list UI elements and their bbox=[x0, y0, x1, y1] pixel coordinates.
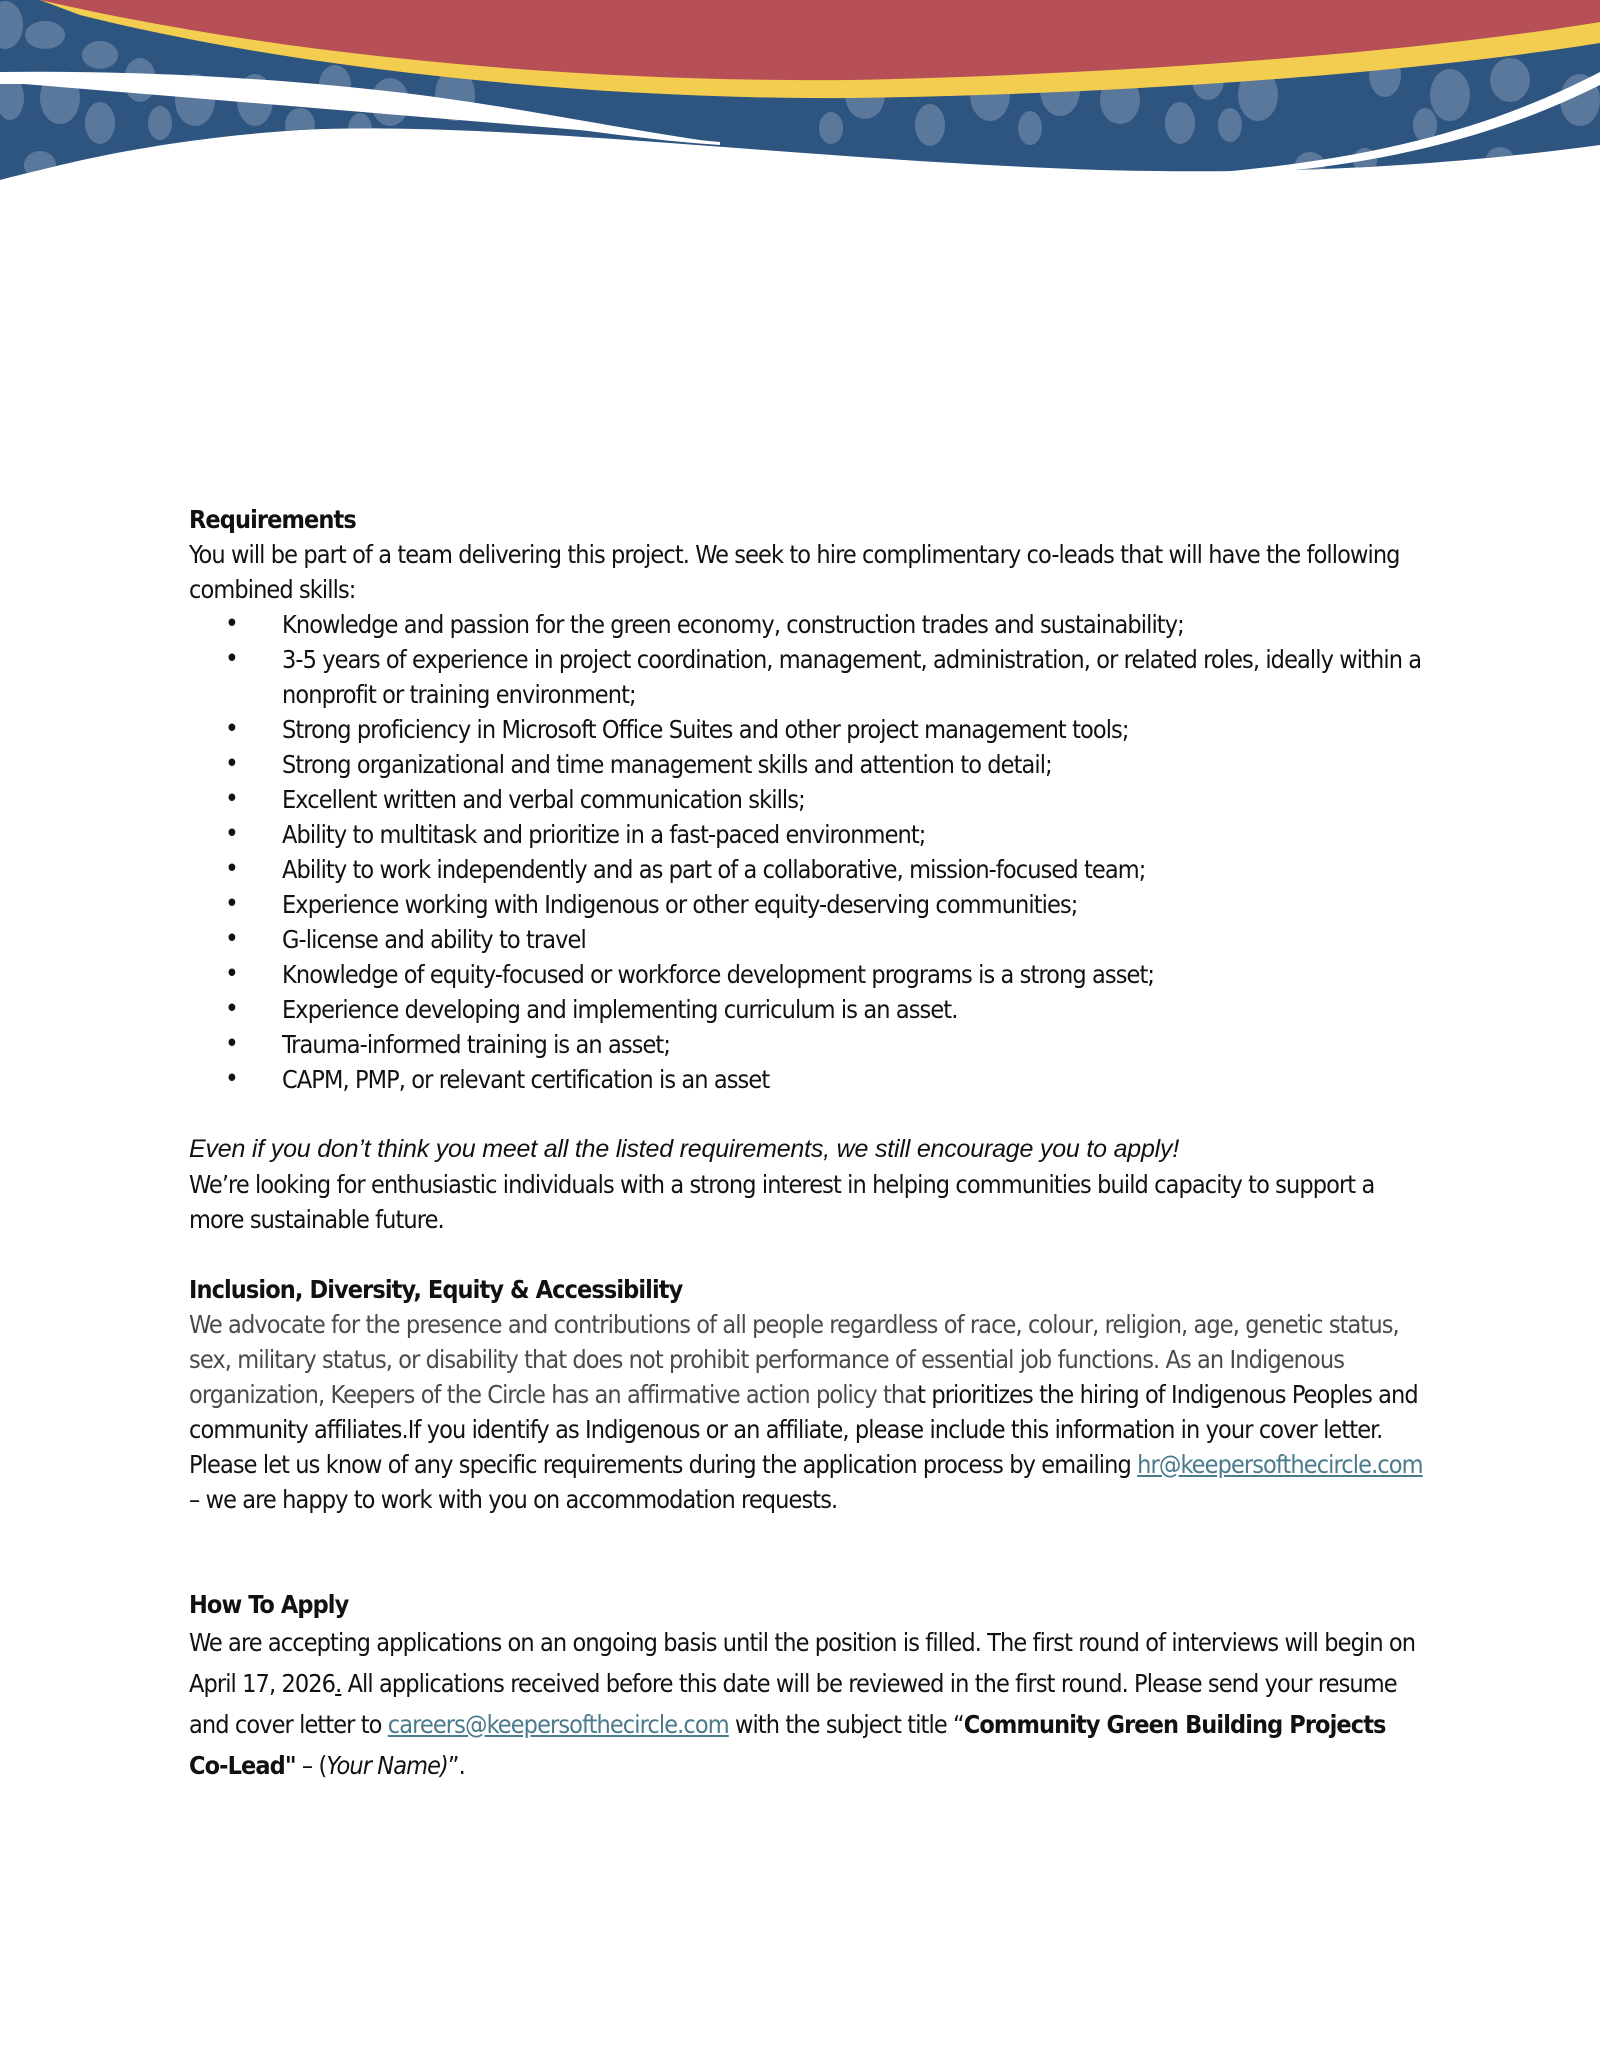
requirements-section bbox=[189, 502, 1429, 1097]
apply-heading: How To Apply bbox=[189, 1590, 349, 1619]
careers-email-link[interactable]: careers@keepersofthecircle.com bbox=[387, 1710, 729, 1739]
list-item: • Strong organizational and time management skills and attention to detail; bbox=[282, 747, 1429, 782]
how-to-apply-section bbox=[189, 1587, 1429, 1786]
subject-title: Community Green Building Projects Co-Lead" bbox=[189, 1710, 1386, 1780]
idea-text-end: – we are happy to work with you on accommodation requests. bbox=[189, 1485, 838, 1514]
requirements-intro: You will be part of a team delivering this project. We seek to hire complimentary co-leads that will have the following combined skills: bbox=[189, 540, 1400, 604]
header-banner bbox=[0, 0, 1600, 200]
idea-text: t prioritizes the hiring of Indigenous Peoples and community affiliates.If you identify as Indigenous or an affiliate, please include this information in your cover letter. Please let us know of any specific requirements during the application process by emailing bbox=[189, 1380, 1418, 1479]
idea-text-grey: We advocate for the presence and contributions of all people regardless of race, colour, religion, age, genetic status, sex, military status, or disability that does not prohibit performance of essential job functions. As an Indigenous organization, Keepers of the Circle has an affirmative action policy tha bbox=[189, 1310, 1399, 1409]
apply-paragraph bbox=[189, 1622, 1429, 1786]
list-item: • Experience working with Indigenous or other equity-deserving communities; bbox=[282, 887, 1429, 922]
encouragement-note: Even if you don’t think you meet all the listed requirements, we still encourage you to apply! bbox=[189, 1135, 1180, 1163]
list-item: • Knowledge of equity-focused or workforce development programs is a strong asset; bbox=[282, 957, 1429, 992]
apply-text: ”. bbox=[447, 1751, 465, 1780]
requirements-heading: Requirements bbox=[189, 505, 356, 534]
list-item: • CAPM, PMP, or relevant certification is an asset bbox=[282, 1062, 1429, 1097]
encouragement-text: We’re looking for enthusiastic individuals with a strong interest in helping communities build capacity to support a more sustainable future. bbox=[189, 1170, 1375, 1234]
idea-paragraph bbox=[189, 1307, 1429, 1517]
list-item: • Excellent written and verbal communication skills; bbox=[282, 782, 1429, 817]
list-item: • Strong proficiency in Microsoft Office Suites and other project management tools; bbox=[282, 712, 1429, 747]
spacer bbox=[189, 1097, 1429, 1132]
apply-text: We are accepting applications on an ongoing basis until the position is filled. The first round of interviews will begin on April 17, 2026 bbox=[189, 1628, 1416, 1698]
encouragement-section bbox=[189, 1132, 1429, 1237]
idea-heading: Inclusion, Diversity, Equity & Accessibility bbox=[189, 1275, 683, 1304]
apply-text: All applications received before this date will be reviewed in the first round. Please send your resume and cover letter to bbox=[189, 1669, 1397, 1739]
apply-text-dot: . bbox=[335, 1669, 342, 1698]
your-name-placeholder: Your Name) bbox=[326, 1751, 448, 1780]
list-item: • Ability to work independently and as part of a collaborative, mission-focused team; bbox=[282, 852, 1429, 887]
list-item: • 3-5 years of experience in project coordination, management, administration, or related roles, ideally within a nonprofit or training environment; bbox=[282, 642, 1429, 712]
spacer bbox=[189, 1237, 1429, 1272]
list-item: • Knowledge and passion for the green economy, construction trades and sustainability; bbox=[282, 607, 1429, 642]
list-item: • Experience developing and implementing curriculum is an asset. bbox=[282, 992, 1429, 1027]
document-body bbox=[189, 502, 1429, 1786]
list-item: • Trauma-informed training is an asset; bbox=[282, 1027, 1429, 1062]
apply-text: with the subject title “ bbox=[728, 1710, 964, 1739]
list-item: • G-license and ability to travel bbox=[282, 922, 1429, 957]
spacer bbox=[189, 1517, 1429, 1587]
apply-text: – ( bbox=[295, 1751, 327, 1780]
idea-section bbox=[189, 1272, 1429, 1517]
requirements-list bbox=[189, 607, 1429, 1097]
list-item: • Ability to multitask and prioritize in a fast-paced environment; bbox=[282, 817, 1429, 852]
hr-email-link[interactable]: hr@keepersofthecircle.com bbox=[1137, 1450, 1423, 1479]
